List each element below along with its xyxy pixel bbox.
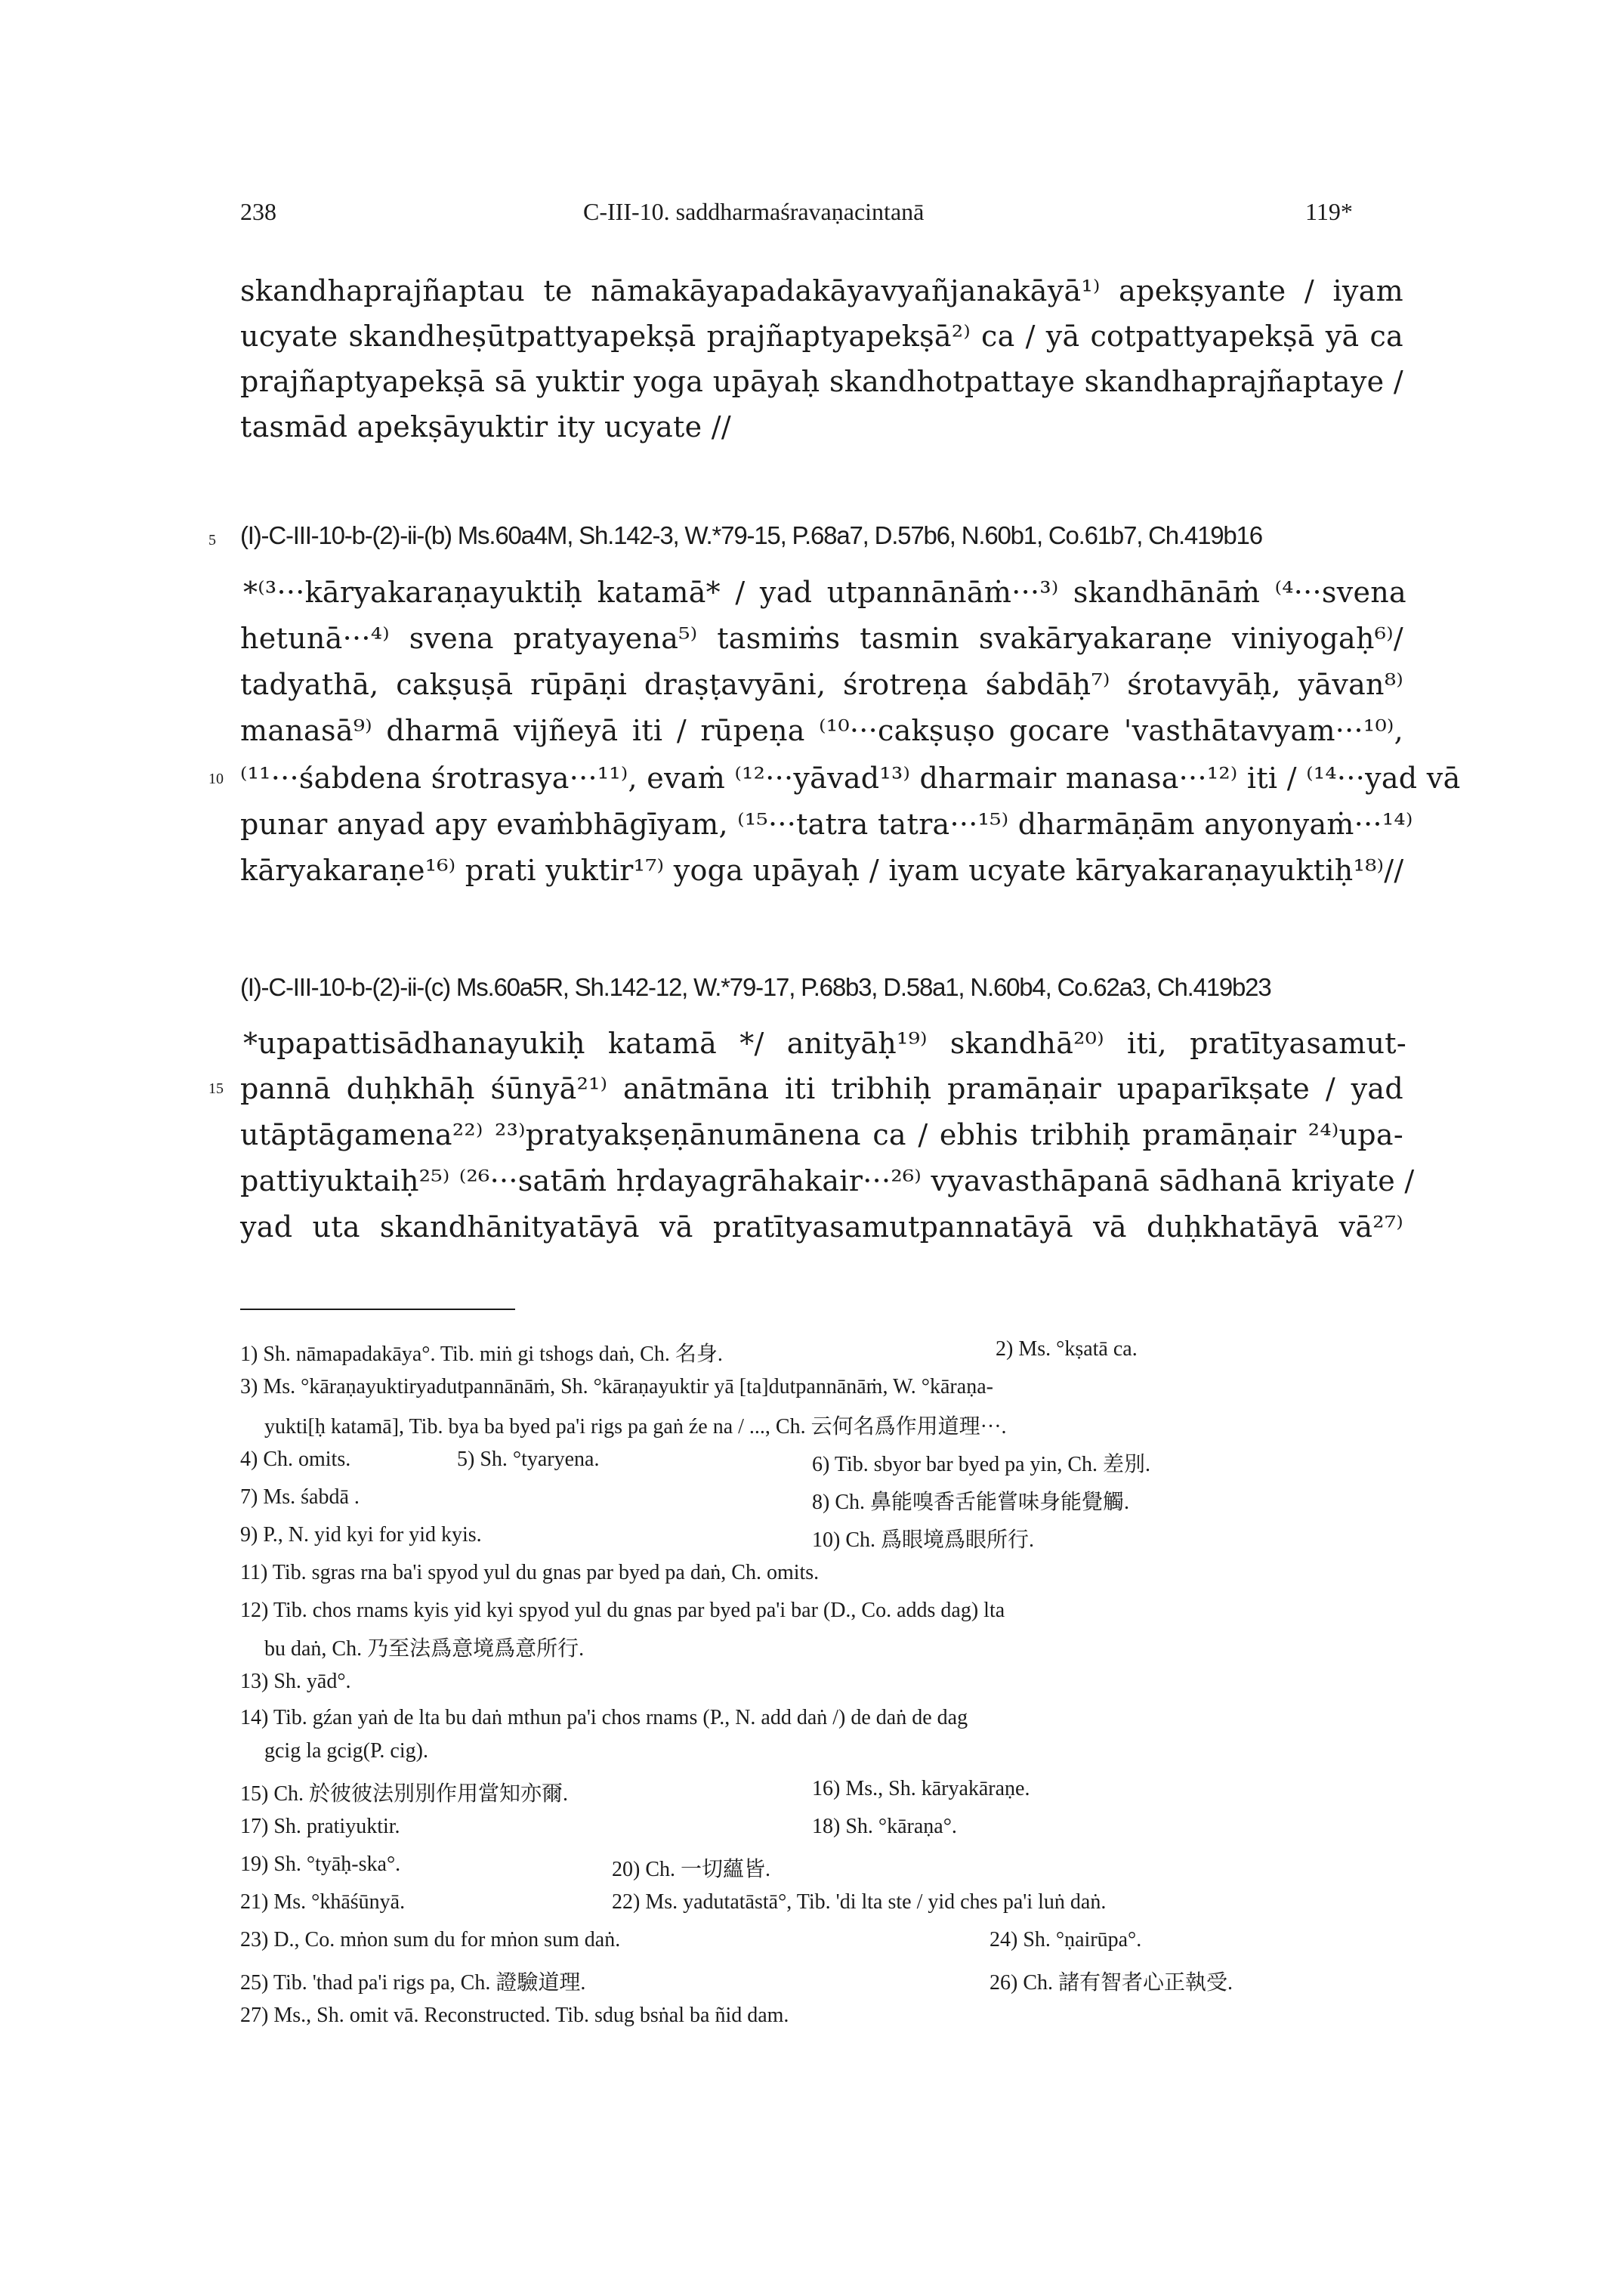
footnote: 6) Tib. sbyor bar byed pa yin, Ch. 差別. [812,1453,1151,1476]
footnote: 13) Sh. yād°. [240,1670,351,1693]
footnote: 9) P., N. yid kyi for yid kyis. [240,1523,482,1547]
footnote: 20) Ch. 一切蘊皆. [612,1858,771,1881]
footnote-rule [240,1309,515,1310]
footnote: 2) Ms. °kṣatā ca. [996,1337,1138,1361]
footnote: 27) Ms., Sh. omit vā. Reconstructed. Tib. sdug bsṅal ba ñid dam. [240,2004,789,2027]
footnote: 17) Sh. pratiyuktir. [240,1815,400,1838]
text-line: tadyathā, cakṣuṣā rūpāṇi draṣṭavyāni, śrotreṇa śabdāḥ⁷⁾ śrotavyāḥ, yāvan⁸⁾ [240,668,1403,701]
footnote: 22) Ms. yadutatāstā°, Tib. 'di lta ste / yid ches pa'i luṅ daṅ. [612,1890,1107,1914]
line-number: 10 [208,771,224,787]
footnote: yukti[ḥ katamā], Tib. bya ba byed pa'i rigs pa gaṅ źe na / ..., Ch. 云何名爲作用道理···. [264,1415,1007,1438]
text-line: yad uta skandhānityatāyā vā pratītyasamutpannatāyā vā duḥkhatāyā vā²⁷⁾ [240,1210,1403,1244]
footnote: 12) Tib. chos rnams kyis yid kyi spyod yul du gnas par byed pa'i bar (D., Co. adds dag) lta [240,1599,1005,1622]
page-number: 238 [240,198,276,225]
text-line: punar anyad apy evaṁbhāgīyam, ⁽¹⁵···tatra tatra···¹⁵⁾ dharmāṇām anyonyaṁ···¹⁴⁾ [240,808,1413,841]
footnote: 8) Ch. 鼻能嗅香舌能嘗味身能覺觸. [812,1491,1130,1514]
intro-line: skandhaprajñaptau te nāmakāyapadakāyavyañjanakāyā¹⁾ apekṣyante / iyam [240,274,1403,307]
footnote: 24) Sh. °ṇairūpa°. [990,1928,1142,1951]
footnote: 3) Ms. °kāraṇayuktiryadutpannānāṁ, Sh. °kāraṇayuktir yā [ta]dutpannānāṁ, W. °kāraṇa- [240,1375,993,1398]
footnote: 10) Ch. 爲眼境爲眼所行. [812,1528,1035,1552]
intro-line: tasmād apekṣāyuktir ity ucyate // [240,410,731,443]
text-line: *⁽³···kāryakaraṇayuktiḥ katamā* / yad utpannānāṁ···³⁾ skandhānāṁ ⁽⁴···svena [243,576,1406,609]
footnote: 14) Tib. gźan yaṅ de lta bu daṅ mthun pa'i chos rnams (P., N. add daṅ /) de daṅ de dag [240,1706,968,1729]
running-header [0,198,1624,228]
line-number: 15 [208,1080,224,1097]
text-line: kāryakaraṇe¹⁶⁾ prati yuktir¹⁷⁾ yoga upāyaḥ / iyam ucyate kāryakaraṇayuktiḥ¹⁸⁾// [240,854,1404,887]
text-line: pattiyuktaiḥ²⁵⁾ ⁽²⁶···satāṁ hṛdayagrāhakair···²⁶⁾ vyavasthāpanā sādhanā kriyate / [240,1164,1415,1197]
signature-mark: 119* [1305,198,1353,225]
text-line: *upapattisādhanayukiḥ katamā */ anityāḥ¹⁹⁾ skandhā²⁰⁾ iti, pratītyasamut- [243,1027,1406,1060]
text-line: manasā⁹⁾ dharmā vijñeyā iti / rūpeṇa ⁽¹⁰···cakṣuṣo gocare 'vasthātavyam···¹⁰⁾, [240,714,1403,747]
text-line: ⁽¹¹···śabdena śrotrasya···¹¹⁾, evaṁ ⁽¹²···yāvad¹³⁾ dharmair manasa···¹²⁾ iti / ⁽¹⁴···yad vā [240,762,1461,795]
footnote: 18) Sh. °kāraṇa°. [812,1815,957,1838]
footnote: 23) D., Co. mṅon sum du for mṅon sum daṅ. [240,1928,621,1951]
footnote: 1) Sh. nāmapadakāya°. Tib. miṅ gi tshogs daṅ, Ch. 名身. [240,1343,723,1366]
footnote: 25) Tib. 'thad pa'i rigs pa, Ch. 證驗道理. [240,1971,586,1995]
footnote: gcig la gcig(P. cig). [264,1739,428,1763]
footnote: 21) Ms. °khāśūnyā. [240,1890,406,1914]
line-number: 5 [208,532,216,549]
footnote: 7) Ms. śabdā . [240,1485,360,1509]
footnote: 4) Ch. omits. [240,1448,351,1471]
footnote: 15) Ch. 於彼彼法別別作用當知亦爾. [240,1782,569,1806]
text-line: utāptāgamena²²⁾ ²³⁾pratyakṣeṇānumānena ca / ebhis tribhiḥ pramāṇair ²⁴⁾upa- [240,1118,1403,1151]
section-reference: (I)-C-III-10-b-(2)-ii-(c) Ms.60a5R, Sh.142-12, W.*79-17, P.68b3, D.58a1, N.60b4, Co.62a3, Ch.419b23 [240,973,1271,1001]
intro-line: ucyate skandheṣūtpattyapekṣā prajñaptyapekṣā²⁾ ca / yā cotpattyapekṣā yā ca [240,320,1403,353]
text-line: hetunā···⁴⁾ svena pratyayena⁵⁾ tasmiṁs tasmin svakāryakaraṇe viniyogaḥ⁶⁾/ [240,622,1403,655]
footnote: 26) Ch. 諸有智者心正執受. [990,1971,1233,1995]
footnote: bu daṅ, Ch. 乃至法爲意境爲意所行. [264,1637,585,1661]
intro-line: prajñaptyapekṣā sā yuktir yoga upāyaḥ skandhotpattaye skandhaprajñaptaye / [240,365,1403,398]
footnote: 11) Tib. sgras rna ba'i spyod yul du gnas par byed pa daṅ, Ch. omits. [240,1561,820,1584]
section-reference: (I)-C-III-10-b-(2)-ii-(b) Ms.60a4M, Sh.142-3, W.*79-15, P.68a7, D.57b6, N.60b1, Co.61b7, Ch.419b16 [240,521,1262,549]
text-line: pannā duḥkhāḥ śūnyā²¹⁾ anātmāna iti tribhiḥ pramāṇair upaparīkṣate / yad [240,1072,1403,1105]
footnote: 16) Ms., Sh. kāryakāraṇe. [812,1777,1030,1800]
running-title: C-III-10. saddharmaśravaṇacintanā [583,198,925,225]
footnote: 19) Sh. °tyāḥ-ska°. [240,1853,401,1876]
footnote: 5) Sh. °tyaryena. [457,1448,600,1471]
